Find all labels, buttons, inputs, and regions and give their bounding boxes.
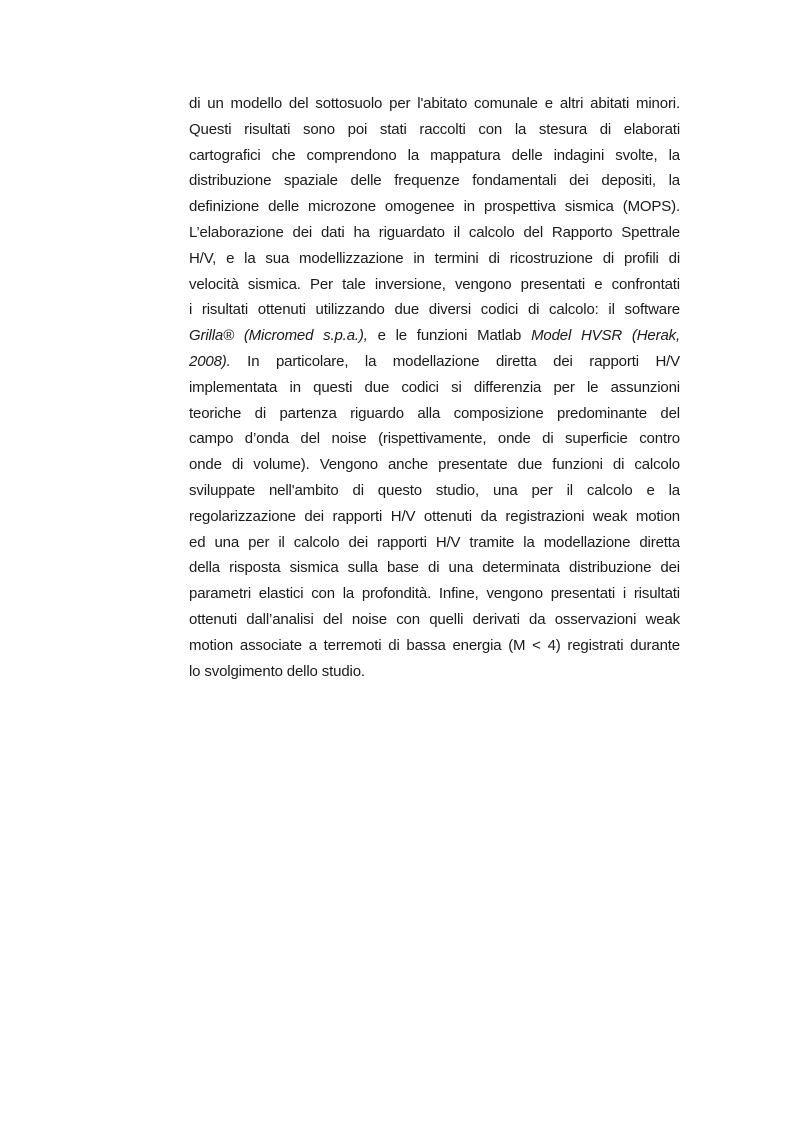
italic-text-run: 2008). bbox=[189, 352, 231, 370]
text-line bbox=[189, 168, 680, 194]
text-line bbox=[189, 297, 680, 323]
text-run: campo d’onda del noise (rispettivamente, onde di superficie contro bbox=[189, 430, 680, 448]
text-run: H/V, e la sua modellizzazione in termini di ricostruzione di profili di bbox=[189, 249, 680, 267]
text-run: parametri elastici con la profondità. Infine, vengono presentati i risultati bbox=[189, 585, 680, 603]
text-line bbox=[189, 349, 680, 375]
text-line bbox=[189, 478, 680, 504]
text-line bbox=[189, 272, 680, 298]
text-run: motion associate a terremoti di bassa energia (M < 4) registrati durante bbox=[189, 636, 680, 654]
text-run: sviluppate nell'ambito di questo studio, una per il calcolo e la bbox=[189, 481, 680, 499]
text-line bbox=[189, 633, 680, 659]
text-line bbox=[189, 323, 680, 349]
text-line bbox=[189, 426, 680, 452]
text-line bbox=[189, 555, 680, 581]
text-line bbox=[189, 581, 680, 607]
italic-text-run: Model HVSR (Herak, bbox=[531, 327, 680, 345]
text-run: In particolare, la modellazione diretta dei rapporti H/V bbox=[230, 352, 680, 370]
text-line bbox=[189, 220, 680, 246]
text-run: della risposta sismica sulla base di una determinata distribuzione dei bbox=[189, 559, 680, 577]
body-paragraph bbox=[189, 91, 680, 684]
text-run: distribuzione spaziale delle frequenze fondamentali dei depositi, la bbox=[189, 172, 680, 190]
text-line bbox=[189, 246, 680, 272]
text-run: regolarizzazione dei rapporti H/V ottenuti da registrazioni weak motion bbox=[189, 507, 680, 525]
text-line bbox=[189, 91, 680, 117]
text-line bbox=[189, 504, 680, 530]
text-run: velocità sismica. Per tale inversione, vengono presentati e confrontati bbox=[189, 275, 680, 293]
text-run: e le funzioni Matlab bbox=[367, 327, 532, 345]
text-run: L’elaborazione dei dati ha riguardato il calcolo del Rapporto Spettrale bbox=[189, 223, 680, 241]
text-line bbox=[189, 117, 680, 143]
italic-text-run: Grilla® (Micromed s.p.a.), bbox=[189, 327, 368, 345]
text-run: i risultati ottenuti utilizzando due diversi codici di calcolo: il software bbox=[189, 301, 680, 319]
text-run: di un modello del sottosuolo per l'abitato comunale e altri abitati minori. bbox=[189, 95, 680, 112]
text-run: onde di volume). Vengono anche presentate due funzioni di calcolo bbox=[189, 456, 680, 474]
text-run: teoriche di partenza riguardo alla composizione predominante del bbox=[189, 404, 680, 422]
text-line bbox=[189, 194, 680, 220]
text-line bbox=[189, 530, 680, 556]
text-line bbox=[189, 401, 680, 427]
text-line bbox=[189, 375, 680, 401]
text-line bbox=[189, 143, 680, 169]
text-run: implementata in questi due codici si differenzia per le assunzioni bbox=[189, 378, 680, 396]
text-run: lo svolgimento dello studio. bbox=[189, 662, 365, 680]
text-run: ed una per il calcolo dei rapporti H/V tramite la modellazione diretta bbox=[189, 533, 680, 551]
text-line bbox=[189, 659, 680, 685]
text-line bbox=[189, 452, 680, 478]
text-run: cartografici che comprendono la mappatura delle indagini svolte, la bbox=[189, 146, 680, 164]
text-run: Questi risultati sono poi stati raccolti con la stesura di elaborati bbox=[189, 120, 680, 138]
text-line bbox=[189, 607, 680, 633]
text-run: ottenuti dall’analisi del noise con quelli derivati da osservazioni weak bbox=[189, 610, 680, 628]
text-run: definizione delle microzone omogenee in prospettiva sismica (MOPS). bbox=[189, 198, 680, 216]
